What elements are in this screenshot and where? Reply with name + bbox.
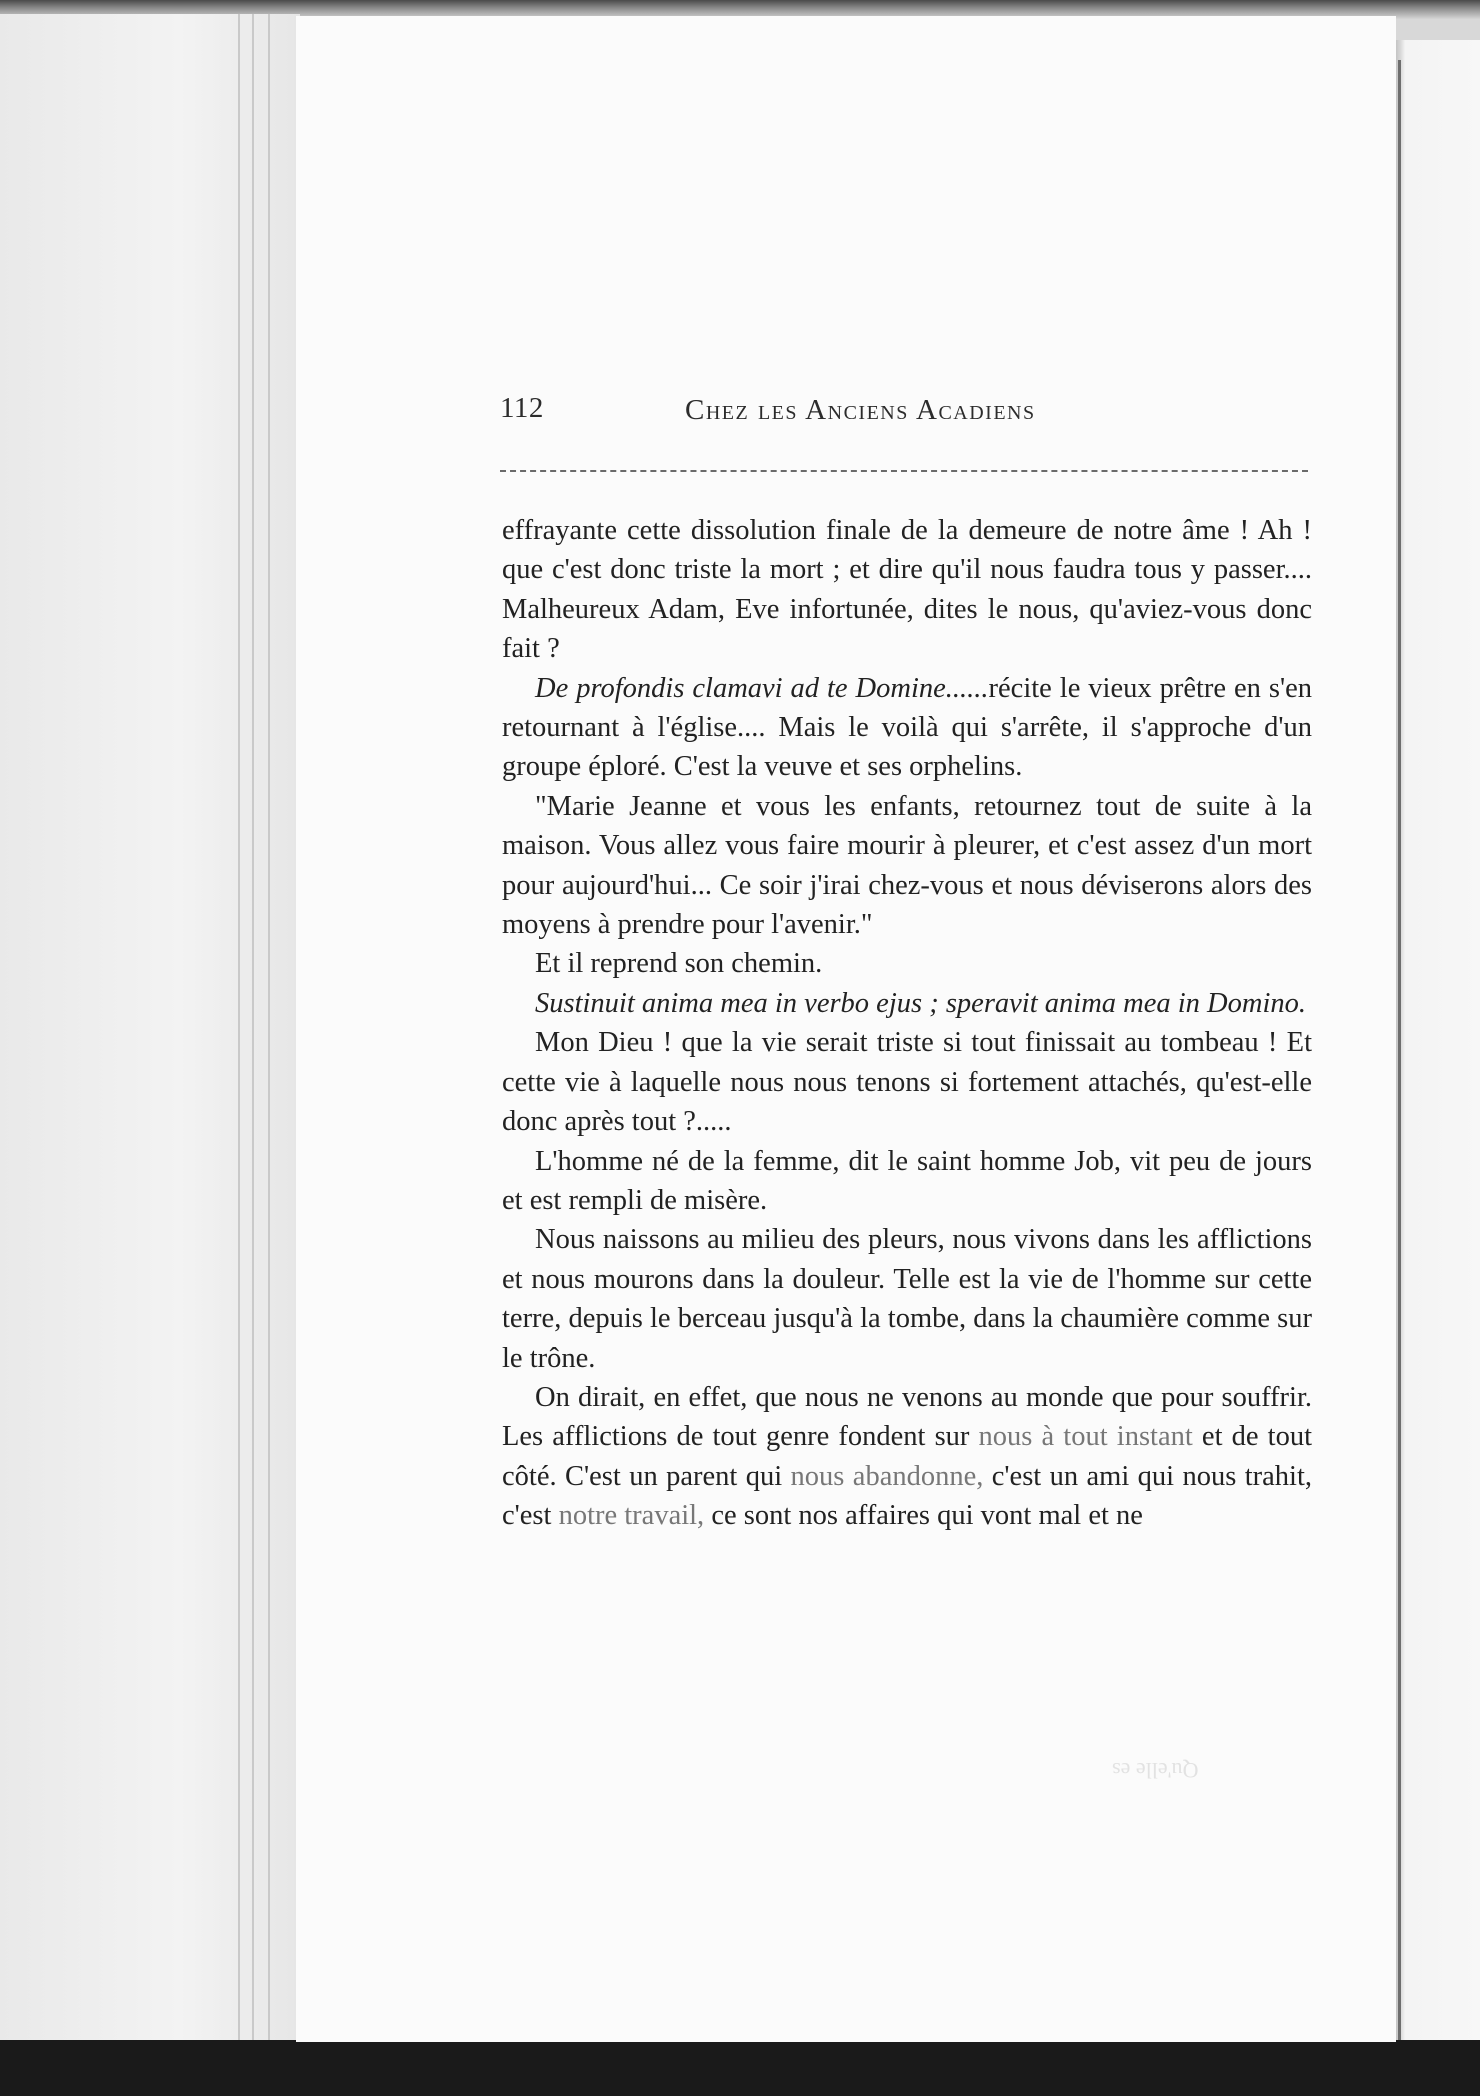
leaf-edge-line xyxy=(238,14,240,2044)
body-text xyxy=(502,511,1312,1536)
paragraph-text: On dirait, en effet, que nous ne venons au monde que pour souffrir. Les afflictions de tout genre fondent sur xyxy=(502,1381,1312,1453)
previous-page-leaf xyxy=(0,14,300,2044)
scan-bottom-bar xyxy=(0,2040,1480,2096)
paragraph-text: récite le vieux prêtre en s'en retournant à l'église.... Mais le voilà qui s'arrête, il s'approche d'un groupe éploré. C'est la veuve et ses orphelins. xyxy=(502,672,1312,783)
page-binding-shadow xyxy=(1398,60,1401,2045)
paragraph: Mon Dieu ! que la vie serait triste si tout finissait au tombeau ! Et cette vie à laquelle nous nous tenons si fortement attachés, qu'est-elle donc après tout ?..... xyxy=(502,1027,1312,1138)
next-page-edge xyxy=(1395,40,1480,2045)
page-number: 112 xyxy=(500,392,544,424)
paragraph: Nous naissons au milieu des pleurs, nous vivons dans les afflictions et nous mourons dans la douleur. Telle est la vie de l'homme sur cette terre, depuis le berceau jusqu'à la tombe, dans la chaumière comme sur le trône. xyxy=(502,1224,1312,1374)
paragraph: effrayante cette dissolution finale de la demeure de notre âme ! Ah ! que c'est donc triste la mort ; et dire qu'il nous faudra tous y passer.... Malheureux Adam, Eve infortunée, dites le nous, qu'aviez-vous donc fait ? xyxy=(502,515,1312,665)
faded-text: notre travail, xyxy=(558,1500,705,1532)
paragraph-text: ce sont nos affaires qui vont mal et ne xyxy=(704,1500,1143,1532)
paragraph xyxy=(502,669,1312,787)
paragraph: L'homme né de la femme, dit le saint homme Job, vit peu de jours et est rempli de misère. xyxy=(502,1145,1312,1216)
paragraph-text: c'est un ami qui nous trahit, c'est xyxy=(502,1460,1312,1532)
paragraph: "Marie Jeanne et vous les enfants, retournez tout de suite à la maison. Vous allez vous faire mourir à pleurer, et c'est assez d'un mort pour aujourd'hui... Ce soir j'irai chez-vous et nous déviserons alors des moyens à prendre pour l'avenir." xyxy=(502,790,1312,941)
running-head xyxy=(500,392,1310,432)
faded-text: nous abandonne, xyxy=(790,1460,984,1492)
paragraph xyxy=(502,1378,1312,1536)
faded-text: nous à tout instant xyxy=(978,1421,1193,1453)
paragraph-text: et de tout côté. C'est un parent qui xyxy=(502,1421,1312,1492)
leaf-edge-line xyxy=(268,14,270,2044)
header-rule xyxy=(500,470,1308,472)
latin-quote: De profondis clamavi ad te Domine...... xyxy=(535,672,989,704)
paragraph: Et il reprend son chemin. xyxy=(535,948,823,980)
latin-verse: Sustinuit anima mea in verbo ejus ; speravit anima mea in Domino. xyxy=(535,987,1307,1019)
bleed-through-text: Qu'elle es xyxy=(1112,1758,1199,1783)
leaf-edge-line xyxy=(252,14,254,2044)
running-title: Chez les Anciens Acadiens xyxy=(685,394,1036,426)
